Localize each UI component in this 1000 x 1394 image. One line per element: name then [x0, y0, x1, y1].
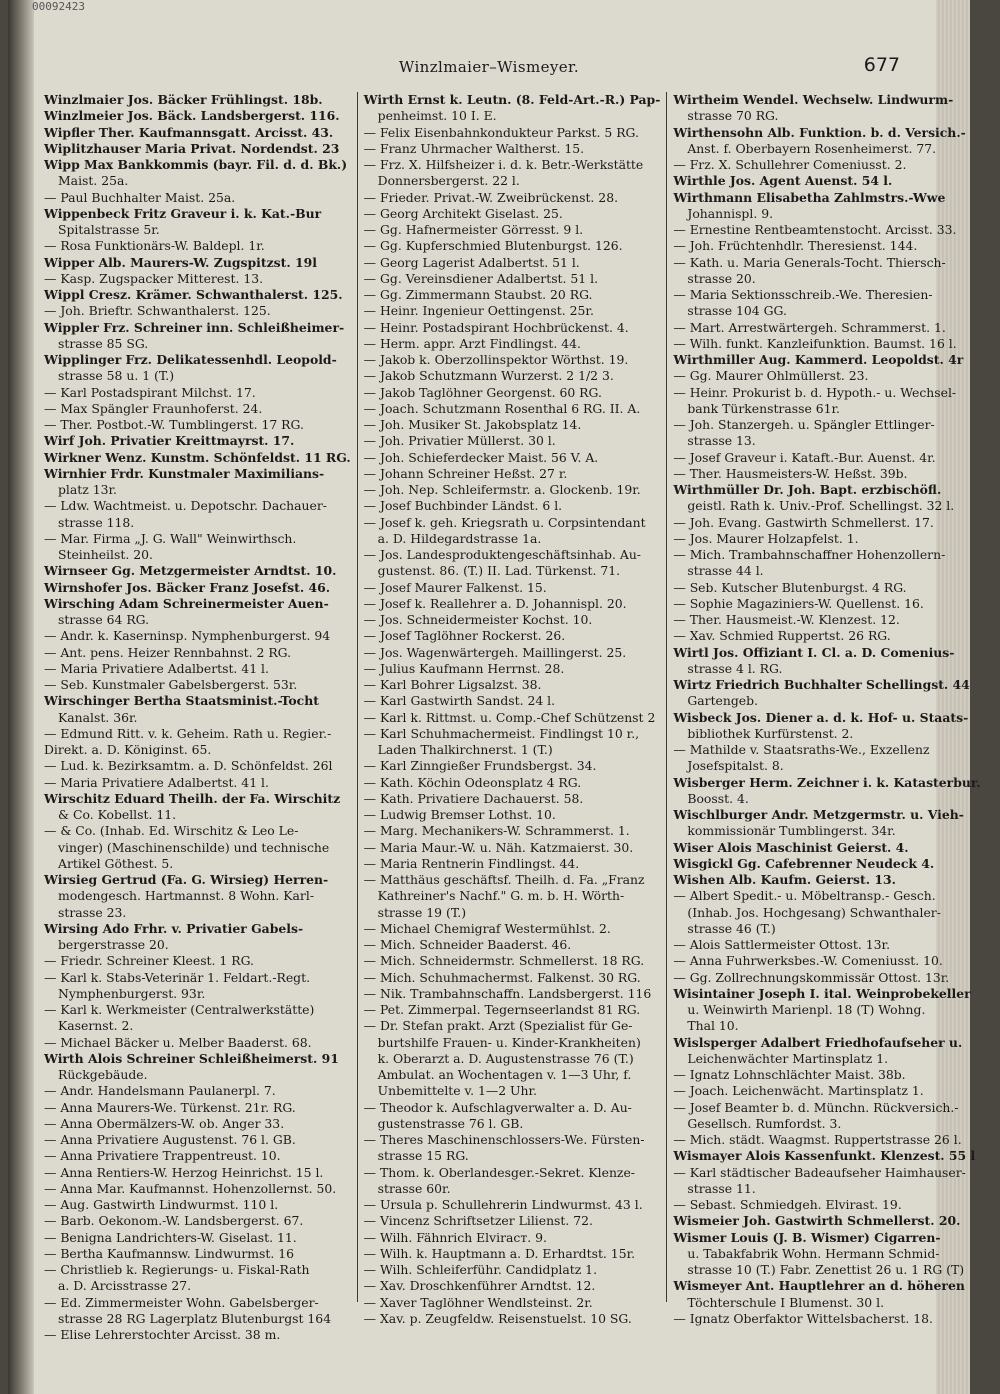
directory-entry: Ambulat. an Wochentagen v. 1—3 Uhr, f. — [377, 1067, 632, 1082]
directory-entry: Donnersbergerst. 22 l. — [377, 173, 520, 189]
directory-entry: vinger) (Maschinenschilde) und technische — [58, 839, 330, 855]
directory-entry: Steinheilst. 20. — [58, 547, 153, 562]
directory-entry: — Ed. Zimmermeister Wohn. Gabelsberger- — [44, 1294, 319, 1310]
directory-entry: Josefspitalst. 8. — [687, 758, 784, 774]
directory-entry: u. Weinwirth Marienpl. 18 (T) Wohng. — [687, 1002, 926, 1017]
directory-entry: — Barb. Oekonom.-W. Landsbergerst. 67. — [44, 1213, 304, 1229]
directory-entry: — Ernestine Rentbeamtenstocht. Arcisst. 33. — [673, 222, 957, 237]
directory-entry: — Jakob Schutzmann Wurzerst. 2 1/2 3. — [363, 368, 614, 384]
directory-entry: Direkt. a. D. Königinst. 65. — [44, 742, 212, 757]
scan-id-stamp: 00092423 — [32, 0, 85, 13]
directory-entry: a. D. Arcisstrasse 27. — [58, 1278, 192, 1294]
directory-entry: Wirth Ernst k. Leutn. (8. Feld-Art.-R.) Pap- — [363, 92, 661, 107]
directory-entry: Wismer Louis (J. B. Wismer) Cigarren- — [673, 1229, 941, 1245]
directory-entry: Gartengeb. — [687, 693, 758, 709]
directory-entry: — Andr. k. Kaserninsp. Nymphenburgerst. 94 — [44, 628, 331, 644]
directory-entry: k. Oberarzt a. D. Augustenstrasse 76 (T.) — [377, 1050, 634, 1066]
directory-entry: — Maria Sektionsschreib.-We. Theresien- — [673, 287, 933, 302]
directory-entry: — Josef k. Reallehrer a. D. Johannispl. 20. — [363, 595, 627, 611]
directory-entry: Wirthensohn Alb. Funktion. b. d. Versich.- — [673, 124, 966, 140]
directory-columns — [38, 92, 981, 1342]
directory-entry: — Anna Fuhrwerksbes.-W. Comeniusst. 10. — [673, 953, 943, 969]
directory-entry: — Gg. Zollrechnungskommissär Ottost. 13r. — [673, 969, 950, 985]
directory-entry: — Joh. Nep. Schleifermstr. a. Glockenb. 19r. — [363, 482, 641, 497]
directory-entry: — Mar. Firma „J. G. Wall" Weinwirthsch. — [44, 530, 297, 546]
page-number: 677 — [863, 54, 900, 76]
directory-entry: Kasernst. 2. — [58, 1018, 134, 1034]
directory-entry: — Herm. appr. Arzt Findlingst. 44. — [363, 335, 581, 351]
directory-entry: Wippler Frz. Schreiner inn. Schleißheimer- — [44, 319, 345, 335]
directory-entry: — Mich. Schneider Baaderst. 46. — [363, 937, 572, 952]
directory-entry: Unbemittelte v. 1—2 Uhr. — [377, 1083, 537, 1099]
directory-entry: — Frz. X. Schullehrer Comeniusst. 2. — [673, 157, 907, 172]
directory-entry: — Maria Privatiere Adalbertst. 41 l. — [44, 660, 269, 676]
directory-entry: Wirsching Adam Schreinermeister Auen- — [44, 595, 329, 611]
directory-entry: — Heinr. Prokurist b. d. Hypoth.- u. Wechsel- — [673, 384, 957, 400]
directory-entry: — Kath. Privatiere Dachauerst. 58. — [363, 790, 584, 806]
directory-entry: — Mathilde v. Staatsraths-We., Exzellenz — [673, 742, 930, 757]
directory-entry: Wirschitz Eduard Theilh. der Fa. Wirschitz — [44, 790, 341, 806]
directory-entry: burtshilfe Frauen- u. Kinder-Krankheiten) — [377, 1034, 641, 1050]
directory-entry: Wirnshofer Jos. Bäcker Franz Josefst. 46. — [44, 579, 331, 595]
directory-entry: Wipp Max Bankkommis (bayr. Fil. d. d. Bk.) — [44, 157, 348, 172]
directory-entry: — Seb. Kunstmaler Gabelsbergerst. 53r. — [44, 677, 298, 692]
directory-entry: — Xav. Droschkenführer Arndtst. 12. — [363, 1278, 596, 1294]
directory-entry: — Wilh. Fähnrich Elviraст. 9. — [363, 1229, 547, 1245]
directory-entry: — Mich. städt. Waagmst. Ruppertstrasse 26 l. — [673, 1132, 962, 1147]
directory-entry: — Kath. u. Maria Generals-Tocht. Thiersch- — [673, 254, 946, 270]
directory-entry: strasse 10 (T.) Fabr. Zenettist 26 u. 1 RG (T) — [687, 1262, 965, 1277]
directory-entry: strasse 64 RG. — [58, 612, 150, 627]
directory-entry: Spitalstrasse 5r. — [58, 222, 160, 237]
directory-entry: — Karl k. Werkmeister (Centralwerkstätte) — [44, 1002, 315, 1017]
directory-entry: — Joh. Privatier Müllerst. 30 l. — [363, 433, 556, 449]
directory-entry: Wiser Alois Maschinist Geierst. 4. — [673, 839, 909, 855]
directory-entry: Wirtl Jos. Offiziant I. Cl. a. D. Comenius- — [673, 644, 955, 660]
directory-entry: — Christlieb k. Regierungs- u. Fiskal-Rath — [44, 1262, 310, 1277]
directory-entry: Johannispl. 9. — [687, 205, 774, 221]
directory-entry: — Joh. Brieftr. Schwanthalerst. 125. — [44, 303, 271, 319]
directory-entry: — Rosa Funktionärs-W. Baldepl. 1r. — [44, 238, 265, 254]
directory-entry: — Max Spängler Fraunhoferst. 24. — [44, 400, 263, 416]
directory-entry: gustenstrasse 76 l. GB. — [377, 1115, 524, 1131]
directory-entry: — Georg Lagerist Adalbertst. 51 l. — [363, 254, 580, 270]
directory-entry: — Ludwig Bremser Lothst. 10. — [363, 807, 556, 822]
directory-entry: — Gg. Maurer Ohlmüllerst. 23. — [673, 368, 869, 384]
directory-entry: strasse 13. — [687, 433, 756, 449]
directory-entry: — Josef Beamter b. d. Münchn. Rückversich.- — [673, 1099, 959, 1115]
directory-entry: strasse 11. — [687, 1180, 756, 1196]
directory-entry: Wirtheim Wendel. Wechselw. Lindwurm- — [673, 92, 954, 107]
directory-entry: — Alois Sattlermeister Ottost. 13r. — [673, 937, 891, 952]
directory-entry: Wirthmann Elisabetha Zahlmstrs.-Wwe — [673, 189, 946, 205]
directory-entry: Wippenbeck Fritz Graveur i. k. Kat.-Bur — [44, 205, 322, 221]
directory-entry: Wirnseer Gg. Metzgermeister Arndtst. 10. — [44, 563, 337, 579]
column-1 — [38, 92, 357, 1342]
directory-entry: — Benigna Landrichters-W. Giselast. 11. — [44, 1229, 297, 1245]
directory-entry: — Joh. Früchtenhdlr. Theresienst. 144. — [673, 238, 918, 254]
directory-entry: Maist. 25a. — [58, 173, 129, 189]
directory-entry: Wirthmüller Dr. Joh. Bapt. erzbischöfl. — [673, 482, 942, 497]
directory-entry: — Frieder. Privat.-W. Zweibrückenst. 28. — [363, 189, 619, 205]
directory-entry: — Anna Rentiers-W. Herzog Heinrichst. 15 l. — [44, 1164, 324, 1180]
directory-entry: Rückgebäude. — [58, 1067, 148, 1082]
directory-entry: — Georg Architekt Giselast. 25. — [363, 205, 563, 221]
directory-entry: — Elise Lehrerstochter Arcisst. 38 m. — [44, 1327, 281, 1342]
directory-entry: — Franz Uhrmacher Waltherst. 15. — [363, 140, 585, 156]
directory-entry: Wisgickl Gg. Cafebrenner Neudeck 4. — [673, 855, 935, 871]
directory-entry: Nymphenburgerst. 93r. — [58, 985, 206, 1001]
directory-entry: — Ther. Hausmeisters-W. Heßst. 39b. — [673, 465, 908, 481]
directory-entry: Wirthmiller Aug. Kammerd. Leopoldst. 4r — [673, 352, 964, 367]
directory-entry: Wippl Cresz. Krämer. Schwanthalerst. 125. — [44, 287, 343, 302]
directory-entry: modengesch. Hartmannst. 8 Wohn. Karl- — [58, 888, 315, 904]
directory-entry: Wislsperger Adalbert Friedhofaufseher u. — [673, 1034, 963, 1050]
directory-entry: — Joach. Leichenwächt. Martinsplatz 1. — [673, 1083, 924, 1099]
directory-entry: — Dr. Stefan prakt. Arzt (Spezialist für Ge- — [363, 1018, 633, 1034]
directory-entry: — Ignatz Oberfaktor Wittelsbacherst. 18. — [673, 1310, 933, 1326]
directory-entry: — Vincenz Schriftsetzer Lilienst. 72. — [363, 1213, 593, 1229]
directory-entry: — Matthäus geschäftsf. Theilh. d. Fa. „Franz — [363, 872, 645, 887]
directory-entry: Wirnhier Frdr. Kunstmaler Maximilians- — [44, 465, 325, 481]
directory-entry: — Anna Privatiere Augustenst. 76 l. GB. — [44, 1132, 296, 1147]
directory-entry: Wiplitzhauser Maria Privat. Nordendst. 23 — [44, 140, 340, 156]
directory-entry: — Joach. Schutzmann Rosenthal 6 RG. II. A. — [363, 400, 641, 416]
directory-entry: Töchterschule I Blumenst. 30 l. — [687, 1294, 885, 1310]
directory-entry: — Karl städtischer Badeaufseher Haimhauser- — [673, 1164, 966, 1180]
directory-entry: strasse 46 (T.) — [687, 920, 776, 936]
directory-entry: (Inhab. Jos. Hochgesang) Schwanthaler- — [687, 904, 941, 920]
directory-entry: — Kasp. Zugspacker Mitterest. 13. — [44, 270, 264, 286]
directory-entry: — Michael Chemigraf Westermühlst. 2. — [363, 920, 611, 936]
directory-entry: — Josef Taglöhner Rockerst. 26. — [363, 628, 566, 644]
page-header — [48, 54, 930, 84]
directory-entry: — Joh. Schieferdecker Maist. 56 V. A. — [363, 449, 599, 465]
directory-entry: Kanalst. 36r. — [58, 709, 138, 725]
directory-entry: — Felix Eisenbahnkondukteur Parkst. 5 RG. — [363, 124, 639, 140]
directory-entry: Kathreiner's Nachf." G. m. b. H. Wörth- — [377, 888, 625, 904]
directory-entry: — Xaver Taglöhner Wendlsteinst. 2r. — [363, 1294, 593, 1310]
directory-entry: Wisintainer Joseph I. ital. Weinprobekeller — [673, 985, 971, 1001]
directory-entry: — Theres Maschinenschlossers-We. Fürsten- — [363, 1132, 645, 1147]
directory-entry: Leichenwächter Martinsplatz 1. — [687, 1050, 889, 1066]
directory-entry: — Karl k. Stabs-Veterinär 1. Feldart.-Regt. — [44, 969, 311, 985]
directory-entry: — Anna Maurers-We. Türkenst. 21r. RG. — [44, 1099, 296, 1115]
directory-entry: Wirthle Jos. Agent Auenst. 54 l. — [673, 173, 893, 189]
directory-entry: bank Türkenstrasse 61r. — [687, 400, 840, 416]
directory-entry: Wirschinger Bertha Staatsminist.-Tocht — [44, 693, 319, 709]
directory-entry: bergerstrasse 20. — [58, 937, 169, 952]
directory-entry: — Michael Bäcker u. Melber Baaderst. 68. — [44, 1034, 312, 1050]
directory-entry: — Gg. Vereinsdiener Adalbertst. 51 l. — [363, 270, 599, 286]
directory-entry: — Sebast. Schmiedgeh. Elvirast. 19. — [673, 1197, 902, 1212]
directory-entry: — Lud. k. Bezirksamtm. a. D. Schönfeldst. 26l — [44, 758, 333, 774]
directory-entry: — Ther. Hausmeist.-W. Klenzest. 12. — [673, 612, 900, 627]
directory-entry: Wismeyer Ant. Hauptlehrer an d. höheren — [673, 1278, 965, 1294]
directory-entry: — Heinr. Ingenieur Oettingenst. 25r. — [363, 303, 594, 319]
directory-entry: — Joh. Evang. Gastwirth Schmellerst. 17. — [673, 514, 934, 530]
directory-entry: — Anna Obermälzers-W. ob. Anger 33. — [44, 1115, 285, 1131]
directory-entry: — Frz. X. Hilfsheizer i. d. k. Betr.-Werkstätte — [363, 157, 644, 172]
directory-entry: — Ignatz Lohnschlächter Maist. 38b. — [673, 1067, 906, 1082]
column-2 — [357, 92, 667, 1326]
directory-entry: — & Co. (Inhab. Ed. Wirschitz & Leo Le- — [44, 823, 299, 839]
directory-entry: strasse 70 RG. — [687, 108, 779, 124]
directory-entry: Wipfler Ther. Kaufmannsgatt. Arcisst. 43. — [44, 124, 334, 140]
directory-entry: — Joh. Musiker St. Jakobsplatz 14. — [363, 417, 582, 432]
directory-entry: strasse 85 SG. — [58, 335, 149, 351]
directory-entry: Wisberger Herm. Zeichner i. k. Katasterbur. — [673, 774, 981, 790]
directory-entry: Wirth Alois Schreiner Schleißheimerst. 91 — [44, 1050, 339, 1066]
directory-entry: Wirf Joh. Privatier Kreittmayrst. 17. — [44, 433, 295, 449]
directory-entry: Winzlmaier Jos. Bäcker Frühlingst. 18b. — [44, 92, 323, 107]
directory-entry: Wischlburger Andr. Metzgermstr. u. Vieh- — [673, 807, 964, 822]
directory-entry: — Sophie Magaziniers-W. Quellenst. 16. — [673, 595, 924, 611]
directory-entry: — Pet. Zimmerpal. Tegernseerlandst 81 RG. — [363, 1002, 641, 1017]
directory-entry: — Maria Rentnerin Findlingst. 44. — [363, 855, 580, 871]
directory-entry: — Wilh. Schleiferführ. Candidplatz 1. — [363, 1262, 598, 1277]
directory-entry: — Gg. Kupferschmied Blutenburgst. 126. — [363, 238, 623, 254]
directory-entry: strasse 4 l. RG. — [687, 660, 783, 676]
directory-entry: Wipplinger Frz. Delikatessenhdl. Leopold- — [44, 352, 337, 367]
directory-entry: — Edmund Ritt. v. k. Geheim. Rath u. Regier.- — [44, 725, 332, 741]
directory-entry: — Kath. Köchin Odeonsplatz 4 RG. — [363, 774, 582, 790]
directory-entry: platz 13r. — [58, 482, 117, 497]
directory-entry: — Jos. Schneidermeister Kochst. 10. — [363, 612, 593, 627]
directory-entry: — Xav. p. Zeugfeldw. Reisenstuelst. 10 SG. — [363, 1310, 632, 1326]
directory-entry: — Paul Buchhalter Maist. 25a. — [44, 189, 236, 205]
directory-entry: — Josef Buchbinder Ländst. 6 l. — [363, 498, 563, 514]
directory-entry: — Josef k. geh. Kriegsrath u. Corpsintendant — [363, 514, 646, 530]
directory-entry: strasse 58 u. 1 (T.) — [58, 368, 175, 384]
directory-entry: — Marg. Mechanikers-W. Schrammerst. 1. — [363, 823, 630, 839]
directory-entry: — Anna Privatiere Trappentreust. 10. — [44, 1148, 281, 1164]
directory-entry: strasse 104 GG. — [687, 303, 787, 319]
directory-page — [8, 0, 981, 1394]
directory-entry: geistl. Rath k. Univ.-Prof. Schellingst. 32 l. — [687, 498, 955, 514]
directory-entry: Anst. f. Oberbayern Rosenheimerst. 77. — [687, 140, 937, 156]
directory-entry: — Gg. Hafnermeister Görresst. 9 l. — [363, 222, 584, 237]
directory-entry: Wismayer Alois Kassenfunkt. Klenzest. 55 l — [673, 1148, 976, 1164]
directory-entry: — Jos. Wagenwärtergeh. Maillingerst. 25. — [363, 644, 627, 660]
directory-entry: Wirtz Friedrich Buchhalter Schellingst. 44 — [673, 677, 970, 692]
directory-entry: — Wilh. k. Hauptmann a. D. Erhardtst. 15r. — [363, 1245, 636, 1261]
directory-entry: bibliothek Kurfürstenst. 2. — [687, 725, 854, 741]
directory-entry: strasse 19 (T.) — [377, 904, 467, 920]
directory-entry: — Karl Schuhmachermeist. Findlingst 10 r., — [363, 725, 640, 741]
directory-entry: — Aug. Gastwirth Lindwurmst. 110 l. — [44, 1197, 279, 1212]
directory-entry: — Mich. Trambahnschaffner Hohenzollern- — [673, 547, 946, 562]
directory-entry: a. D. Hildegardstrasse 1a. — [377, 530, 542, 546]
directory-entry: — Friedr. Schreiner Kleest. 1 RG. — [44, 953, 254, 969]
directory-entry: — Jakob k. Oberzollinspektor Wörthst. 19. — [363, 352, 629, 367]
directory-entry: — Joh. Stanzergeh. u. Spängler Ettlinger- — [673, 417, 935, 432]
directory-entry: strasse 23. — [58, 904, 127, 920]
directory-entry: penheimst. 10 I. E. — [377, 108, 497, 124]
directory-entry: Thal 10. — [687, 1018, 739, 1034]
directory-entry: — Ant. pens. Heizer Rennbahnst. 2 RG. — [44, 644, 292, 660]
directory-entry: Winzlmeier Jos. Bäck. Landsbergerst. 116. — [44, 108, 340, 124]
directory-entry: strasse 118. — [58, 514, 135, 530]
directory-entry: Wismeier Joh. Gastwirth Schmellerst. 20. — [673, 1213, 961, 1229]
directory-entry: — Heinr. Postadspirant Hochbrückenst. 4. — [363, 319, 629, 335]
directory-entry: gustenst. 86. (T.) II. Lad. Türkenst. 71. — [377, 563, 621, 579]
directory-entry: — Anna Mar. Kaufmannst. Hohenzollernst. 50. — [44, 1180, 337, 1196]
directory-entry: Gesellsch. Rumfordst. 3. — [687, 1115, 842, 1131]
directory-entry: strasse 44 l. — [687, 563, 764, 579]
directory-entry: — Gg. Zimmermann Staubst. 20 RG. — [363, 287, 593, 302]
directory-entry: Wipper Alb. Maurers-W. Zugspitzst. 19l — [44, 254, 317, 270]
book-binding — [8, 0, 34, 1394]
directory-entry: — Mich. Schuhmachermst. Falkenst. 30 RG. — [363, 969, 641, 985]
directory-entry: — Karl Zinngießer Frundsbergst. 34. — [363, 758, 597, 774]
directory-entry: — Josef Maurer Falkenst. 15. — [363, 579, 547, 595]
directory-entry: Wirkner Wenz. Kunstm. Schönfeldst. 11 RG. — [44, 449, 351, 465]
directory-entry: — Seb. Kutscher Blutenburgst. 4 RG. — [673, 579, 907, 595]
directory-entry: Boosst. 4. — [687, 790, 749, 806]
directory-entry: kommissionär Tumblingerst. 34r. — [687, 823, 896, 839]
directory-entry: — Ther. Postbot.-W. Tumblingerst. 17 RG. — [44, 417, 304, 432]
directory-entry: — Nik. Trambahnschaffn. Landsbergerst. 116 — [363, 985, 652, 1001]
directory-entry: strasse 15 RG. — [377, 1148, 469, 1164]
directory-entry: — Andr. Handelsmann Paulanerpl. 7. — [44, 1083, 276, 1099]
directory-entry: — Ursula p. Schullehrerin Lindwurmst. 43 l. — [363, 1197, 643, 1212]
directory-entry: Artikel Göthest. 5. — [58, 855, 174, 871]
column-3 — [666, 92, 986, 1326]
directory-entry: — Maria Maur.-W. u. Näh. Katzmaierst. 30. — [363, 839, 634, 855]
directory-entry: — Karl k. Rittmst. u. Comp.-Chef Schützenst 2 — [363, 709, 656, 725]
directory-entry: — Karl Gastwirth Sandst. 24 l. — [363, 693, 556, 709]
running-head: Winzlmaier–Wismeyer. — [398, 58, 580, 76]
directory-entry: — Theodor k. Aufschlagverwalter a. D. Au- — [363, 1099, 632, 1115]
directory-entry: Wisbeck Jos. Diener a. d. k. Hof- u. Staats- — [673, 709, 969, 725]
directory-entry: — Bertha Kaufmannsw. Lindwurmst. 16 — [44, 1245, 294, 1261]
directory-entry: — Josef Graveur i. Kataft.-Bur. Auenst. 4r. — [673, 449, 936, 465]
directory-entry: strasse 20. — [687, 270, 756, 286]
directory-entry: Laden Thalkirchnerst. 1 (T.) — [377, 742, 553, 757]
directory-entry: strasse 60r. — [377, 1180, 451, 1196]
directory-entry: — Albert Spedit.- u. Möbeltransp.- Gesch. — [673, 888, 936, 904]
directory-entry: Wirsing Ado Frhr. v. Privatier Gabels- — [44, 920, 304, 936]
directory-entry: strasse 28 RG Lagerplatz Blutenburgst 164 — [58, 1310, 332, 1326]
directory-entry: — Jos. Landesproduktengeschäftsinhab. Au- — [363, 547, 641, 562]
directory-entry: — Karl Postadspirant Milchst. 17. — [44, 384, 256, 400]
directory-entry: — Thom. k. Oberlandesger.-Sekret. Klenze- — [363, 1164, 635, 1180]
directory-entry: — Julius Kaufmann Herrnst. 28. — [363, 660, 565, 676]
directory-entry: — Mich. Schneidermstr. Schmellerst. 18 RG. — [363, 953, 645, 969]
directory-entry: — Mart. Arrestwärtergeh. Schrammerst. 1. — [673, 319, 946, 335]
directory-entry: — Wilh. funkt. Kanzleifunktion. Baumst. 16 l. — [673, 335, 957, 351]
directory-entry: u. Tabakfabrik Wohn. Hermann Schmid- — [687, 1245, 940, 1261]
directory-entry: — Maria Privatiere Adalbertst. 41 l. — [44, 774, 269, 790]
directory-entry: — Jos. Maurer Holzapfelst. 1. — [673, 530, 859, 546]
directory-entry: — Karl Bohrer Ligsalzst. 38. — [363, 677, 542, 692]
directory-entry: Wirsieg Gertrud (Fa. G. Wirsieg) Herren- — [44, 872, 329, 887]
directory-entry: & Co. Kobellst. 11. — [58, 807, 177, 822]
directory-entry: — Ldw. Wachtmeist. u. Depotschr. Dachauer- — [44, 498, 327, 514]
directory-entry: — Xav. Schmied Ruppertst. 26 RG. — [673, 628, 891, 644]
directory-entry: Wishen Alb. Kaufm. Geierst. 13. — [673, 872, 896, 887]
directory-entry: — Jakob Taglöhner Georgenst. 60 RG. — [363, 384, 602, 400]
directory-entry: — Johann Schreiner Heßst. 27 r. — [363, 465, 568, 481]
